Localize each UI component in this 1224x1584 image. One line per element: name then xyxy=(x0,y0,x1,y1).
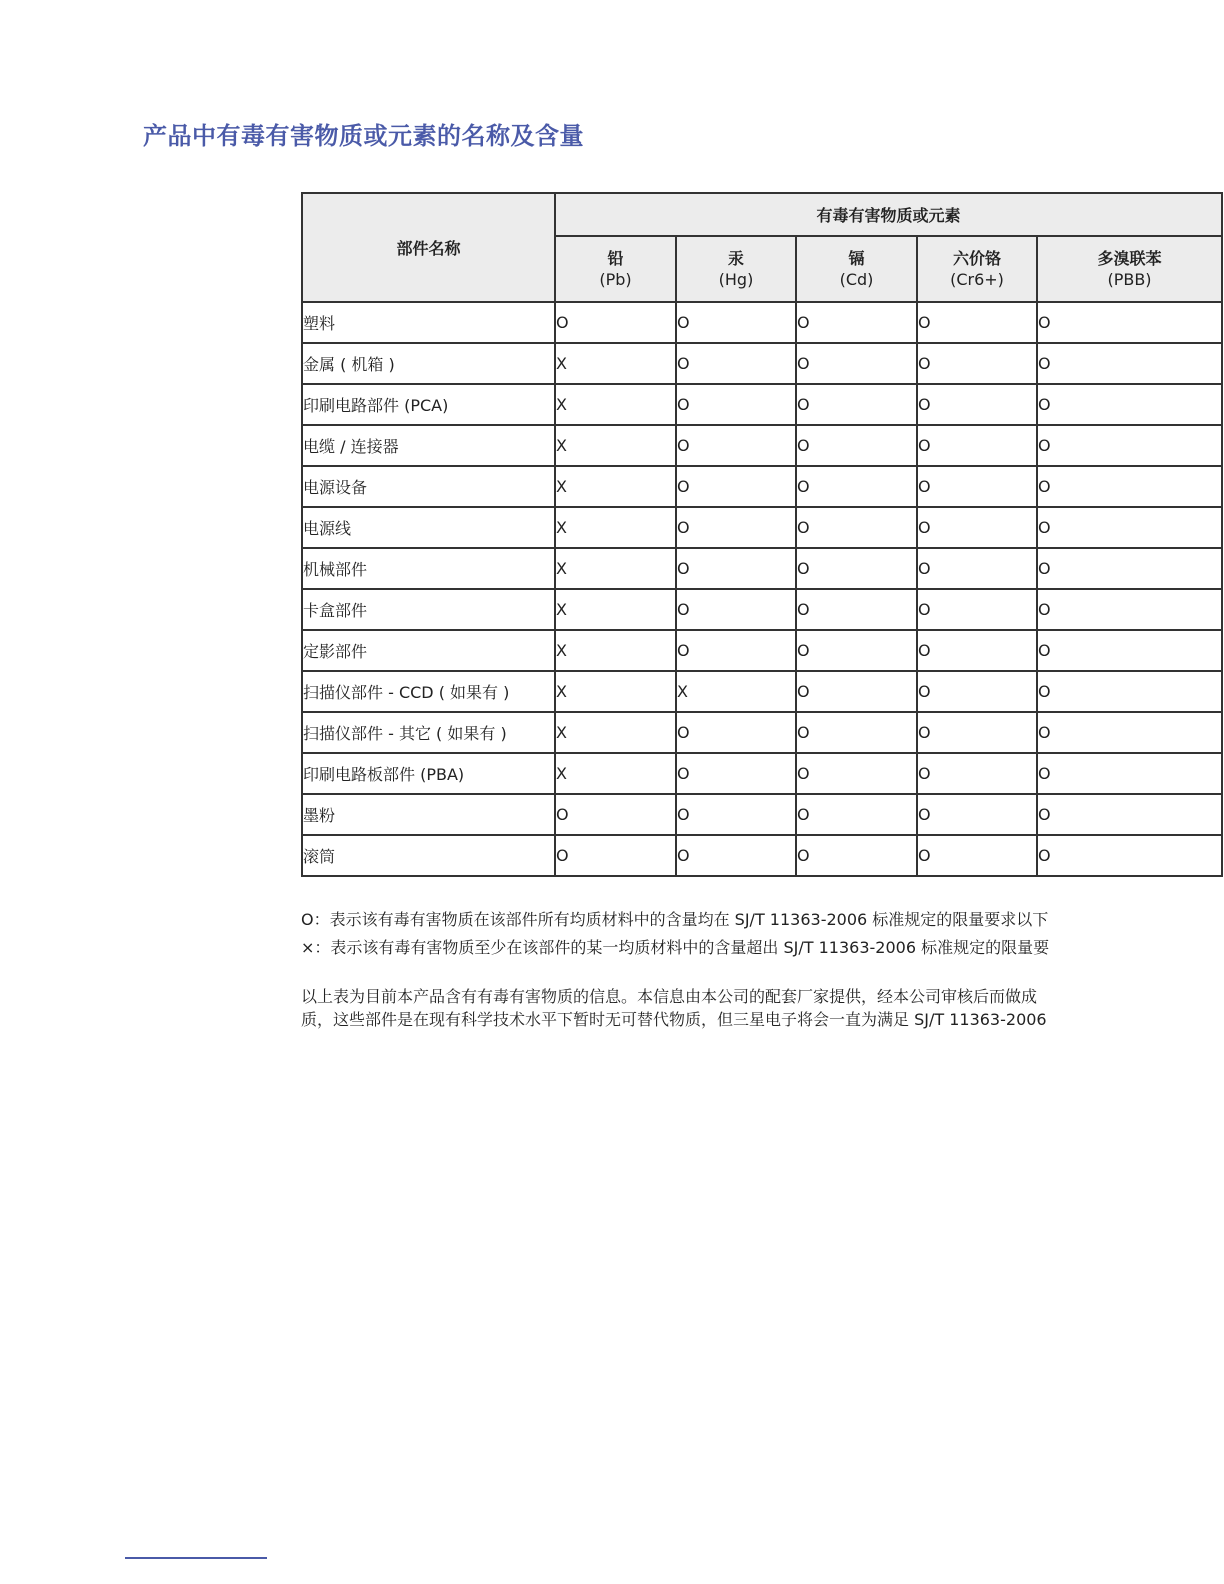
legend-notes xyxy=(301,906,1105,962)
part-name-cell: 印刷电路部件 (PCA) xyxy=(302,384,555,425)
substance-mark-cell: O xyxy=(676,425,796,466)
substance-mark-cell: O xyxy=(676,507,796,548)
substance-symbol: (PBB) xyxy=(1107,270,1152,289)
part-name-cell: 滚筒 xyxy=(302,835,555,876)
substance-mark-cell: O xyxy=(676,384,796,425)
table-row xyxy=(302,753,1222,794)
substance-mark-cell: O xyxy=(676,548,796,589)
part-name-cell: 卡盒部件 xyxy=(302,589,555,630)
substance-mark-cell: O xyxy=(796,589,917,630)
substance-mark-cell: X xyxy=(555,630,676,671)
substance-mark-cell: X xyxy=(555,425,676,466)
table-row xyxy=(302,425,1222,466)
substance-mark-cell: O xyxy=(917,507,1037,548)
substance-mark-cell: O xyxy=(796,343,917,384)
substance-mark-cell: O xyxy=(676,712,796,753)
substance-mark-cell: O xyxy=(917,302,1037,343)
table-row xyxy=(302,671,1222,712)
substance-symbol: (Cd) xyxy=(839,270,874,289)
substance-name: 铅 xyxy=(607,249,624,268)
substance-mark-cell: O xyxy=(796,384,917,425)
substance-name: 六价铬 xyxy=(952,249,1001,268)
substance-mark-cell: O xyxy=(1037,835,1222,876)
hazardous-substances-table-container xyxy=(301,192,1162,890)
substance-mark-cell: O xyxy=(1037,466,1222,507)
substance-mark-cell: X xyxy=(555,507,676,548)
table-row xyxy=(302,835,1222,876)
part-name-cell: 电源线 xyxy=(302,507,555,548)
substance-mark-cell: O xyxy=(796,753,917,794)
table-row xyxy=(302,466,1222,507)
substance-mark-cell: O xyxy=(917,712,1037,753)
part-name-cell: 扫描仪部件 - 其它 ( 如果有 ) xyxy=(302,712,555,753)
substance-mark-cell: O xyxy=(676,343,796,384)
part-name-cell: 塑料 xyxy=(302,302,555,343)
substance-mark-cell: O xyxy=(796,425,917,466)
part-name-cell: 金属 ( 机箱 ) xyxy=(302,343,555,384)
substance-mark-cell: X xyxy=(555,548,676,589)
substance-mark-cell: O xyxy=(917,548,1037,589)
substance-mark-cell: O xyxy=(917,425,1037,466)
part-name-cell: 墨粉 xyxy=(302,794,555,835)
table-row xyxy=(302,343,1222,384)
part-name-cell: 电源设备 xyxy=(302,466,555,507)
substance-mark-cell: O xyxy=(917,671,1037,712)
substance-mark-cell: O xyxy=(676,630,796,671)
substance-mark-cell: O xyxy=(1037,343,1222,384)
substance-mark-cell: O xyxy=(1037,671,1222,712)
substance-mark-cell: O xyxy=(676,835,796,876)
substance-mark-cell: O xyxy=(555,835,676,876)
substance-name: 镉 xyxy=(848,249,865,268)
substance-mark-cell: X xyxy=(555,712,676,753)
table-row xyxy=(302,507,1222,548)
substance-mark-cell: O xyxy=(917,835,1037,876)
part-name-cell: 机械部件 xyxy=(302,548,555,589)
info-line-1: 以上表为目前本产品含有有毒有害物质的信息。本信息由本公司的配套厂家提供，经本公司审核后而做成 xyxy=(301,987,1038,1006)
part-name-cell: 扫描仪部件 - CCD ( 如果有 ) xyxy=(302,671,555,712)
substance-symbol: (Hg) xyxy=(718,270,754,289)
substance-mark-cell: O xyxy=(1037,630,1222,671)
substance-mark-cell: O xyxy=(796,794,917,835)
substance-mark-cell: O xyxy=(796,548,917,589)
substance-mark-cell: O xyxy=(1037,507,1222,548)
substance-mark-cell: O xyxy=(917,466,1037,507)
substance-mark-cell: O xyxy=(796,835,917,876)
substance-column-header xyxy=(796,236,917,302)
substance-column-header xyxy=(676,236,796,302)
table-row xyxy=(302,548,1222,589)
table-row xyxy=(302,589,1222,630)
substance-mark-cell: O xyxy=(676,466,796,507)
part-name-header: 部件名称 xyxy=(302,193,555,302)
substance-mark-cell: X xyxy=(555,671,676,712)
substance-mark-cell: O xyxy=(917,384,1037,425)
substance-mark-cell: X xyxy=(555,753,676,794)
substance-mark-cell: X xyxy=(555,343,676,384)
substance-mark-cell: O xyxy=(796,671,917,712)
o-legend-note: O：表示该有毒有害物质在该部件所有均质材料中的含量均在 SJ/T 11363-2006 标准规定的限量要求以下 xyxy=(301,910,1049,929)
substance-mark-cell: O xyxy=(917,753,1037,794)
substance-name: 汞 xyxy=(727,249,744,268)
substance-column-header xyxy=(917,236,1037,302)
substance-mark-cell: X xyxy=(555,384,676,425)
substance-mark-cell: O xyxy=(1037,425,1222,466)
substance-mark-cell: O xyxy=(676,753,796,794)
substance-mark-cell: O xyxy=(1037,384,1222,425)
table-row xyxy=(302,630,1222,671)
substance-mark-cell: O xyxy=(796,302,917,343)
substance-mark-cell: X xyxy=(555,589,676,630)
part-name-cell: 定影部件 xyxy=(302,630,555,671)
table-row xyxy=(302,384,1222,425)
page-title: 产品中有毒有害物质或元素的名称及含量 xyxy=(143,122,584,150)
substance-mark-cell: O xyxy=(555,302,676,343)
substance-mark-cell: O xyxy=(1037,794,1222,835)
part-name-cell: 电缆 / 连接器 xyxy=(302,425,555,466)
substance-mark-cell: O xyxy=(676,589,796,630)
table-row xyxy=(302,302,1222,343)
part-name-cell: 印刷电路板部件 (PBA) xyxy=(302,753,555,794)
info-line-2: 质，这些部件是在现有科学技术水平下暂时无可替代物质，但三星电子将会一直为满足 SJ/T 11363-2006 xyxy=(301,1010,1047,1029)
substance-symbol: (Pb) xyxy=(599,270,632,289)
substance-group-header: 有毒有害物质或元素 xyxy=(555,193,1222,236)
substance-mark-cell: O xyxy=(917,343,1037,384)
substance-mark-cell: X xyxy=(555,466,676,507)
substance-mark-cell: O xyxy=(796,712,917,753)
substance-mark-cell: O xyxy=(676,794,796,835)
x-legend-note: ×：表示该有毒有害物质至少在该部件的某一均质材料中的含量超出 SJ/T 11363-2006 标准规定的限量要 xyxy=(301,938,1050,957)
substance-mark-cell: O xyxy=(917,794,1037,835)
substance-mark-cell: O xyxy=(917,630,1037,671)
substance-column-header xyxy=(1037,236,1222,302)
substance-mark-cell: O xyxy=(676,302,796,343)
substance-mark-cell: X xyxy=(676,671,796,712)
substance-mark-cell: O xyxy=(555,794,676,835)
substance-mark-cell: O xyxy=(796,630,917,671)
table-row xyxy=(302,794,1222,835)
hazardous-substances-table xyxy=(301,192,1223,877)
info-paragraph xyxy=(301,985,1105,1031)
substance-mark-cell: O xyxy=(917,589,1037,630)
substance-name: 多溴联苯 xyxy=(1097,249,1162,268)
substance-mark-cell: O xyxy=(796,507,917,548)
substance-mark-cell: O xyxy=(1037,753,1222,794)
substance-symbol: (Cr6+) xyxy=(950,270,1004,289)
substance-mark-cell: O xyxy=(1037,302,1222,343)
table-row xyxy=(302,712,1222,753)
substance-mark-cell: O xyxy=(796,466,917,507)
substance-mark-cell: O xyxy=(1037,548,1222,589)
footer-divider xyxy=(125,1557,267,1559)
substance-mark-cell: O xyxy=(1037,589,1222,630)
substance-mark-cell: O xyxy=(1037,712,1222,753)
substance-column-header xyxy=(555,236,676,302)
